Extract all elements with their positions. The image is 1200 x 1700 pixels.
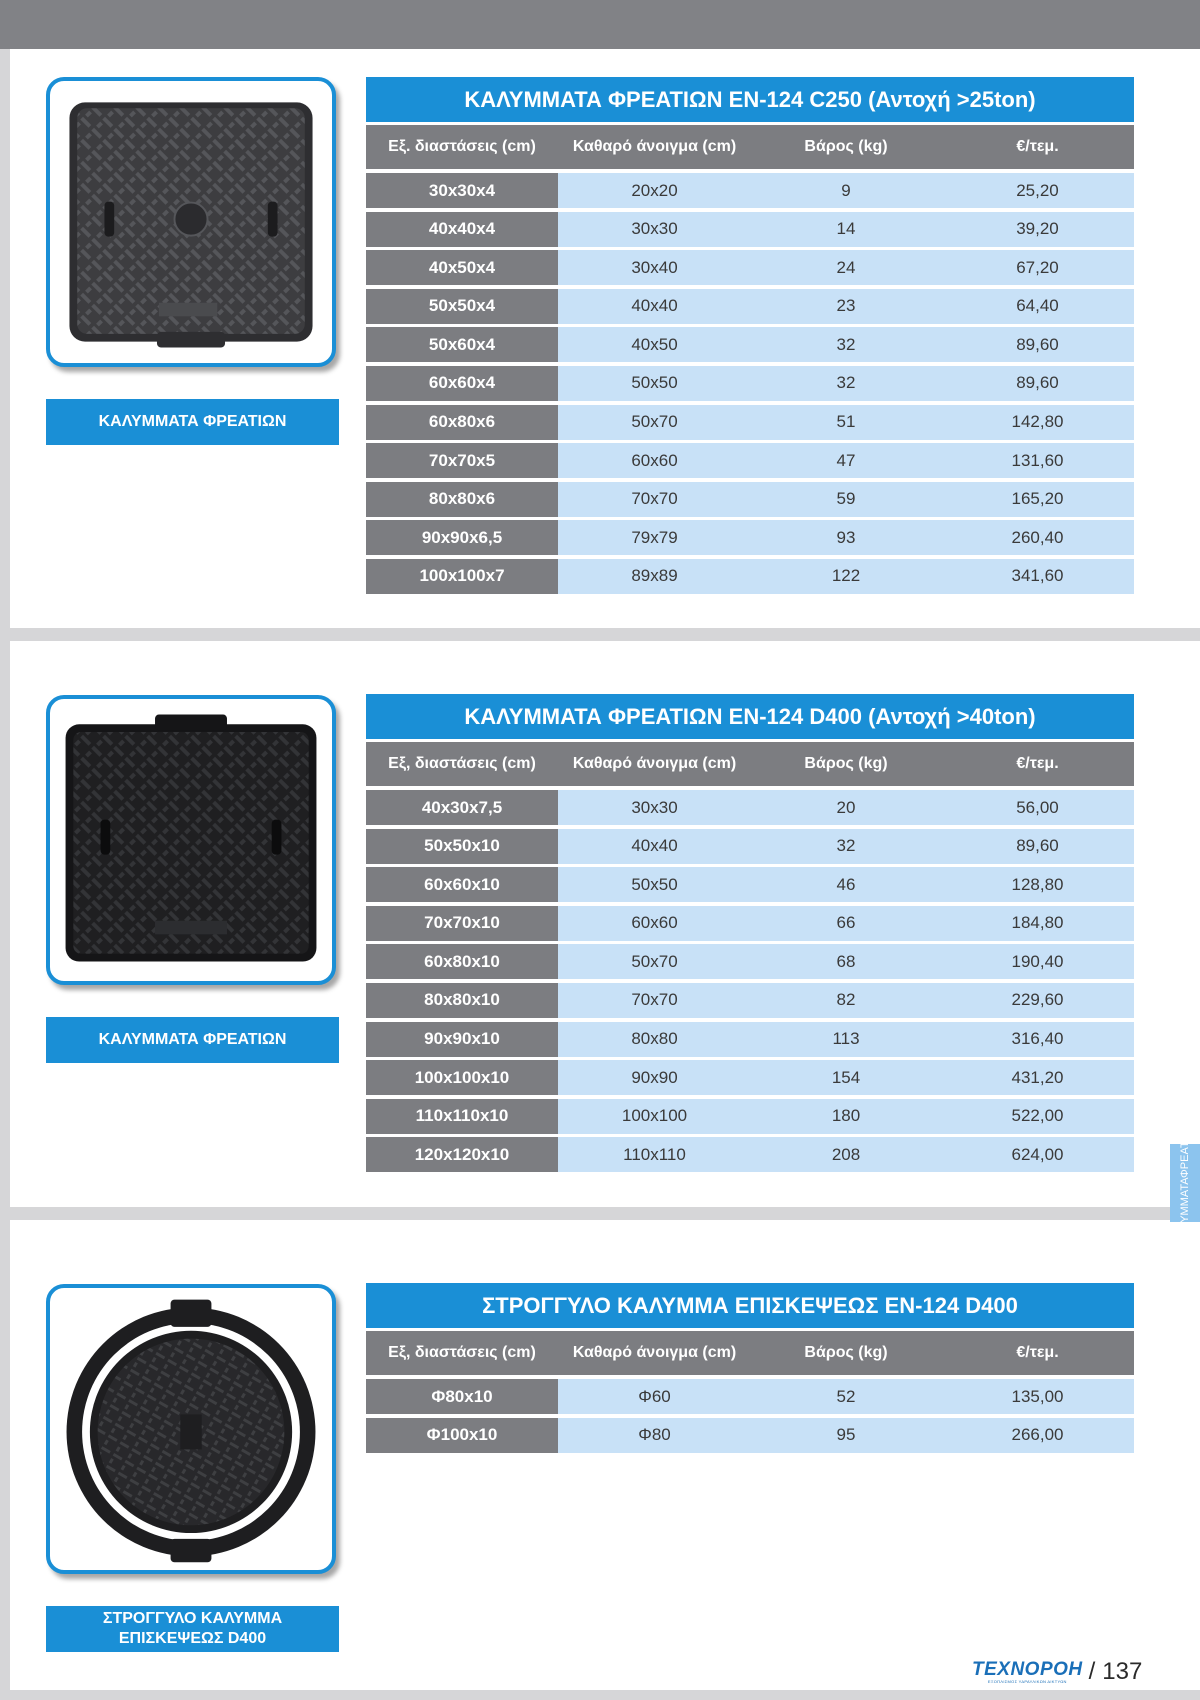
cell-dimensions: 80x80x10 (366, 983, 558, 1018)
cell-weight: 180 (751, 1099, 941, 1134)
cell-opening: 50x70 (558, 944, 751, 979)
table-row (366, 327, 1134, 362)
header-price: €/τεμ. (1016, 755, 1059, 772)
price-table-round-d400 (366, 1283, 1134, 1456)
cell-dimensions: 120x120x10 (366, 1137, 558, 1172)
table-row (366, 1060, 1134, 1095)
cell-weight: 47 (751, 443, 941, 478)
cell-weight: 95 (751, 1418, 941, 1453)
header-outer-dimensions: Εξ. διαστάσεις (cm) (388, 138, 536, 155)
header-weight: Βάρος (kg) (804, 138, 888, 155)
table-row (366, 1099, 1134, 1134)
header-weight: Βάρος (kg) (804, 755, 888, 772)
table-row (366, 790, 1134, 825)
table-header (366, 742, 1134, 786)
cell-price: 229,60 (941, 983, 1134, 1018)
cell-opening: 30x30 (558, 790, 751, 825)
page-separator: / (1088, 1658, 1096, 1685)
cell-dimensions: Φ100x10 (366, 1418, 558, 1453)
table-body (366, 1379, 1134, 1453)
cell-dimensions: 80x80x6 (366, 482, 558, 517)
cell-opening: 80x80 (558, 1022, 751, 1057)
cell-weight: 122 (751, 559, 941, 594)
cell-opening: 60x60 (558, 906, 751, 941)
cell-weight: 24 (751, 250, 941, 285)
product-caption (46, 1606, 339, 1652)
table-row (366, 405, 1134, 440)
table-body (366, 790, 1134, 1172)
cell-price: 131,60 (941, 443, 1134, 478)
table-row (366, 1379, 1134, 1414)
brand-logo-text: ΤΕΧΝΟΡΟΗ (972, 1658, 1083, 1680)
cell-weight: 46 (751, 867, 941, 902)
cell-opening: 90x90 (558, 1060, 751, 1095)
header-price: €/τεμ. (1016, 138, 1059, 155)
cell-opening: Φ60 (558, 1379, 751, 1414)
cell-weight: 20 (751, 790, 941, 825)
header-clear-opening: Καθαρό άνοιγμα (cm) (572, 138, 737, 155)
square-cover-icon (50, 81, 332, 363)
cell-weight: 93 (751, 520, 941, 555)
table-header (366, 125, 1134, 169)
table-title: ΚΑΛΥΜΜΑΤΑ ΦΡΕΑΤΙΩΝ EN-124 D400 (Αντοχή >40ton) (366, 694, 1134, 739)
cell-weight: 14 (751, 212, 941, 247)
cell-dimensions: 40x40x4 (366, 212, 558, 247)
table-title: ΣΤΡΟΓΓΥΛΟ ΚΑΛΥΜΜΑ ΕΠΙΣΚΕΨΕΩΣ EN-124 D400 (366, 1283, 1134, 1328)
cell-price: 89,60 (941, 366, 1134, 401)
side-tab-line2: ΦΡΕΑΤΙΩΝ (1179, 1121, 1191, 1178)
cell-weight: 208 (751, 1137, 941, 1172)
cell-weight: 113 (751, 1022, 941, 1057)
cell-opening: 89x89 (558, 559, 751, 594)
cell-weight: 51 (751, 405, 941, 440)
cell-weight: 66 (751, 906, 941, 941)
table-row (366, 289, 1134, 324)
cell-price: 190,40 (941, 944, 1134, 979)
caption-text-line2: ΕΠΙΣΚΕΨΕΩΣ D400 (118, 1630, 267, 1647)
page-number: 137 (1102, 1658, 1143, 1685)
table-row (366, 559, 1134, 594)
table-row (366, 250, 1134, 285)
cell-weight: 9 (751, 173, 941, 208)
cell-weight: 59 (751, 482, 941, 517)
cell-dimensions: 60x80x10 (366, 944, 558, 979)
cell-weight: 82 (751, 983, 941, 1018)
header-clear-opening: Καθαρό άνοιγμα (cm) (572, 1344, 737, 1361)
cell-dimensions: 50x50x4 (366, 289, 558, 324)
table-title: ΚΑΛΥΜΜΑΤΑ ΦΡΕΑΤΙΩΝ EN-124 C250 (Αντοχή >25ton) (366, 77, 1134, 122)
cell-price: 522,00 (941, 1099, 1134, 1134)
table-row (366, 482, 1134, 517)
table-row (366, 1022, 1134, 1057)
cell-dimensions: 60x80x6 (366, 405, 558, 440)
table-row (366, 212, 1134, 247)
cell-opening: 50x50 (558, 867, 751, 902)
table-row (366, 944, 1134, 979)
cell-opening: 30x30 (558, 212, 751, 247)
cell-opening: 40x40 (558, 289, 751, 324)
cell-opening: 50x50 (558, 366, 751, 401)
caption-text-line1: ΣΤΡΟΓΓΥΛΟ ΚΑΛΥΜΜΑ (102, 1610, 283, 1627)
product-image-square-cover-d400 (46, 695, 336, 985)
header-weight: Βάρος (kg) (804, 1344, 888, 1361)
cell-price: 165,20 (941, 482, 1134, 517)
cell-opening: 30x40 (558, 250, 751, 285)
cell-dimensions: 110x110x10 (366, 1099, 558, 1134)
header-outer-dimensions: Εξ, διαστάσεις (cm) (388, 755, 536, 772)
cell-dimensions: 30x30x4 (366, 173, 558, 208)
cell-price: 89,60 (941, 829, 1134, 864)
cell-weight: 32 (751, 327, 941, 362)
cell-price: 135,00 (941, 1379, 1134, 1414)
cell-opening: 100x100 (558, 1099, 751, 1134)
cell-dimensions: 40x50x4 (366, 250, 558, 285)
brand-logo (972, 1658, 1083, 1684)
cell-price: 341,60 (941, 559, 1134, 594)
cell-price: 184,80 (941, 906, 1134, 941)
round-cover-icon (50, 1288, 332, 1570)
cell-price: 624,00 (941, 1137, 1134, 1172)
cell-price: 316,40 (941, 1022, 1134, 1057)
table-row (366, 366, 1134, 401)
square-cover-icon (50, 699, 332, 981)
cell-dimensions: 90x90x10 (366, 1022, 558, 1057)
caption-text: ΚΑΛΥΜΜΑΤΑ ΦΡΕΑΤΙΩΝ (98, 1031, 287, 1048)
cell-price: 142,80 (941, 405, 1134, 440)
table-body (366, 173, 1134, 594)
cell-dimensions: 90x90x6,5 (366, 520, 558, 555)
cell-weight: 154 (751, 1060, 941, 1095)
cell-price: 56,00 (941, 790, 1134, 825)
table-row (366, 1137, 1134, 1172)
cell-opening: 70x70 (558, 983, 751, 1018)
product-image-round-cover-d400 (46, 1284, 336, 1574)
cell-dimensions: Φ80x10 (366, 1379, 558, 1414)
cell-price: 64,40 (941, 289, 1134, 324)
cell-opening: 20x20 (558, 173, 751, 208)
cell-dimensions: 60x60x10 (366, 867, 558, 902)
header-clear-opening: Καθαρό άνοιγμα (cm) (572, 755, 737, 772)
cell-opening: 70x70 (558, 482, 751, 517)
cell-dimensions: 70x70x10 (366, 906, 558, 941)
top-bar (0, 0, 1200, 49)
cell-opening: 40x50 (558, 327, 751, 362)
cell-dimensions: 60x60x4 (366, 366, 558, 401)
cell-price: 260,40 (941, 520, 1134, 555)
table-row (366, 443, 1134, 478)
price-table-d400 (366, 694, 1134, 1176)
cell-dimensions: 100x100x10 (366, 1060, 558, 1095)
table-row (366, 1418, 1134, 1453)
table-row (366, 173, 1134, 208)
table-row (366, 867, 1134, 902)
cell-weight: 68 (751, 944, 941, 979)
cell-dimensions: 50x60x4 (366, 327, 558, 362)
cell-weight: 32 (751, 829, 941, 864)
side-tab-line1: ΚΑΛΥΜΜΑΤΑ (1179, 1177, 1191, 1245)
table-header (366, 1331, 1134, 1375)
brand-logo-tagline: ΕΞΟΠΛΙΣΜΟΣ ΥΔΡΑΥΛΙΚΩΝ ΔΙΚΤΥΩΝ (987, 1678, 1067, 1684)
cell-price: 67,20 (941, 250, 1134, 285)
cell-opening: 50x70 (558, 405, 751, 440)
cell-price: 25,20 (941, 173, 1134, 208)
cell-price: 39,20 (941, 212, 1134, 247)
header-outer-dimensions: Εξ, διαστάσεις (cm) (388, 1344, 536, 1361)
table-row (366, 829, 1134, 864)
cell-weight: 52 (751, 1379, 941, 1414)
page-footer (972, 1657, 1142, 1687)
cell-price: 266,00 (941, 1418, 1134, 1453)
cell-weight: 32 (751, 366, 941, 401)
product-image-square-cover-c250 (46, 77, 336, 367)
cell-price: 128,80 (941, 867, 1134, 902)
product-caption (46, 399, 339, 445)
cell-dimensions: 50x50x10 (366, 829, 558, 864)
cell-price: 89,60 (941, 327, 1134, 362)
section-side-tab (1170, 1121, 1200, 1245)
header-price: €/τεμ. (1016, 1344, 1059, 1361)
cell-dimensions: 40x30x7,5 (366, 790, 558, 825)
table-row (366, 983, 1134, 1018)
cell-opening: Φ80 (558, 1418, 751, 1453)
table-row (366, 520, 1134, 555)
cell-weight: 23 (751, 289, 941, 324)
cell-dimensions: 100x100x7 (366, 559, 558, 594)
cell-opening: 110x110 (558, 1137, 751, 1172)
cell-opening: 60x60 (558, 443, 751, 478)
cell-opening: 79x79 (558, 520, 751, 555)
table-row (366, 906, 1134, 941)
cell-dimensions: 70x70x5 (366, 443, 558, 478)
price-table-c250 (366, 77, 1134, 598)
caption-text: ΚΑΛΥΜΜΑΤΑ ΦΡΕΑΤΙΩΝ (98, 413, 287, 430)
cell-price: 431,20 (941, 1060, 1134, 1095)
cell-opening: 40x40 (558, 829, 751, 864)
product-caption (46, 1017, 339, 1063)
